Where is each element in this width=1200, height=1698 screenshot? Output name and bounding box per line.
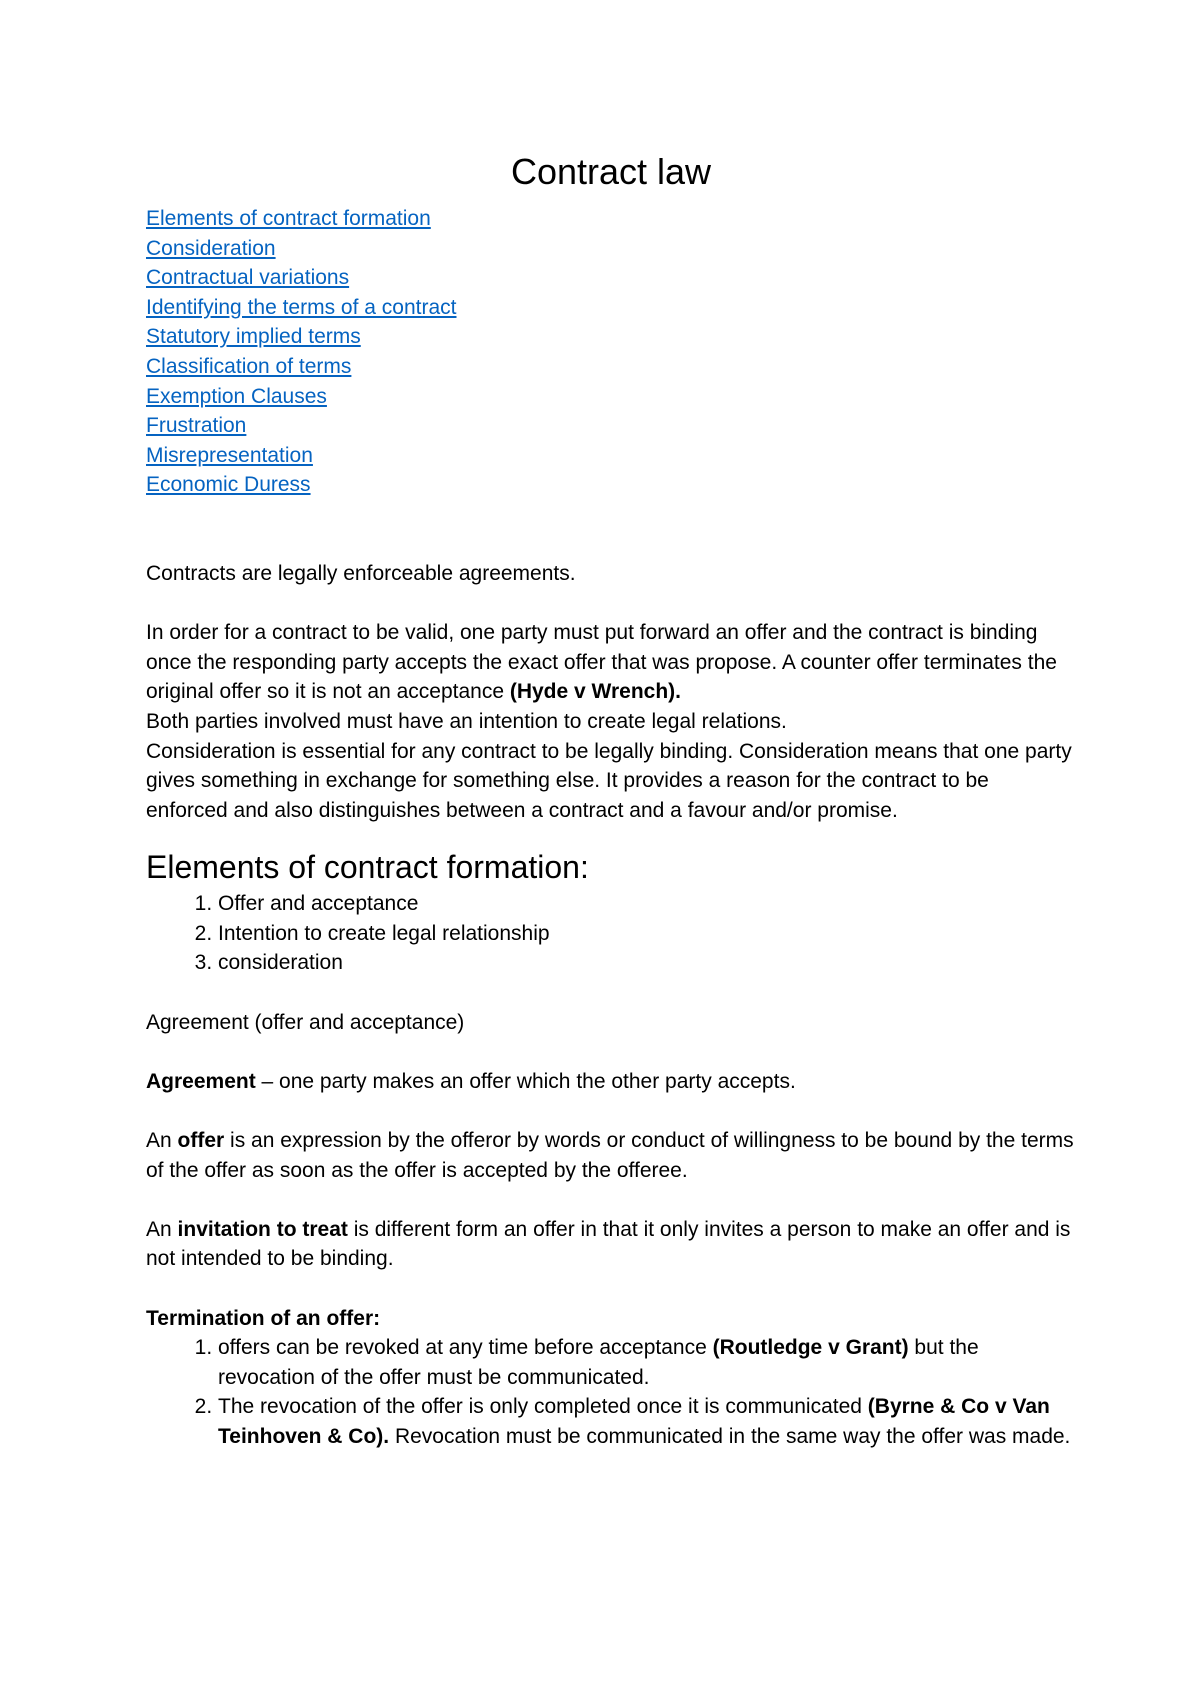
table-of-contents [146,204,1076,500]
section-heading-elements: Elements of contract formation: [146,849,589,886]
toc-item [146,441,1076,471]
agreement-label: Agreement (offer and acceptance) [146,1010,465,1034]
toc-link-statutory-terms[interactable]: Statutory implied terms [146,325,361,349]
toc-item [146,411,1076,441]
toc-item [146,382,1076,412]
toc-item [146,293,1076,323]
case-citation: (Hyde v Wrench). [509,680,681,704]
intro-offer-paragraph [146,618,1076,707]
toc-item [146,234,1076,264]
termination-heading [146,1304,1076,1334]
spacer [146,1274,1076,1304]
term-bold: offer [177,1129,225,1153]
toc-link-classification[interactable]: Classification of terms [146,354,352,378]
definition-text: is an expression by the offeror by words or conduct of willingness to be bound by the terms of the offer as soon as the offer is accepted by the offeree. [146,1129,1074,1182]
list-item: 2. Intention to create legal relationship [218,919,1076,949]
intro-intention-paragraph: Both parties involved must have an intention to create legal relations. [146,709,787,733]
case-citation: (Byrne & Co v Van Teinhoven & Co). [218,1395,1050,1448]
toc-item [146,322,1076,352]
term-bold: Agreement [146,1069,256,1093]
offer-definition [146,1126,1076,1185]
list-item: 3. consideration [218,948,1076,978]
list-text: offers can be revoked at any time before acceptance [218,1336,713,1360]
intro-consideration-paragraph: Consideration is essential for any contract to be legally binding. Consideration means that one party gives something in exchange for something else. It provides a reason for the contract to be enforced and also distinguishes between a contract and a favour and/or promise. [146,739,1072,822]
agreement-definition [146,1067,1076,1097]
intro-offer-text: In order for a contract to be valid, one party must put forward an offer and the contract is binding once the responding party accepts the exact offer that was propose. A counter offer terminates the original offer so it is not an acceptance [146,621,1057,704]
spacer [146,589,1076,619]
invitation-definition [146,1215,1076,1274]
spacer [146,1096,1076,1126]
document-page [146,148,1076,1452]
toc-link-consideration[interactable]: Consideration [146,236,276,260]
list-item [218,1392,1076,1451]
toc-link-identifying-terms[interactable]: Identifying the terms of a contract [146,295,457,319]
list-text: The revocation of the offer is only completed once it is communicated [218,1395,868,1419]
elements-list [146,889,1076,978]
termination-list [146,1333,1076,1451]
toc-item [146,470,1076,500]
intro-paragraph: Contracts are legally enforceable agreements. [146,561,576,585]
definition-text: – one party makes an offer which the other party accepts. [255,1069,796,1093]
toc-link-exemption[interactable]: Exemption Clauses [146,384,327,408]
definition-text: An [146,1217,178,1241]
list-item [218,1333,1076,1392]
termination-heading-text: Termination of an offer: [146,1306,381,1330]
toc-link-economic-duress[interactable]: Economic Duress [146,473,311,497]
toc-item [146,204,1076,234]
spacer [146,978,1076,1008]
toc-link-elements[interactable]: Elements of contract formation [146,207,431,230]
definition-text: An [146,1129,178,1153]
toc-link-variations[interactable]: Contractual variations [146,266,350,290]
list-text: Revocation must be communicated in the same way the offer was made. [389,1424,1071,1448]
list-text: but the revocation of the offer must be communicated. [218,1336,979,1389]
spacer [146,1185,1076,1215]
spacer [146,1037,1076,1067]
toc-item [146,352,1076,382]
document-title: Contract law [510,151,712,192]
list-item: 1. Offer and acceptance [218,889,1076,919]
toc-link-misrepresentation[interactable]: Misrepresentation [146,443,313,467]
toc-link-frustration[interactable]: Frustration [146,414,247,438]
spacer [146,500,1076,559]
definition-text: is different form an offer in that it only invites a person to make an offer and is not intended to be binding. [146,1217,1071,1271]
toc-item [146,263,1076,293]
case-citation: (Routledge v Grant) [712,1336,909,1360]
term-bold: invitation to treat [177,1217,348,1241]
